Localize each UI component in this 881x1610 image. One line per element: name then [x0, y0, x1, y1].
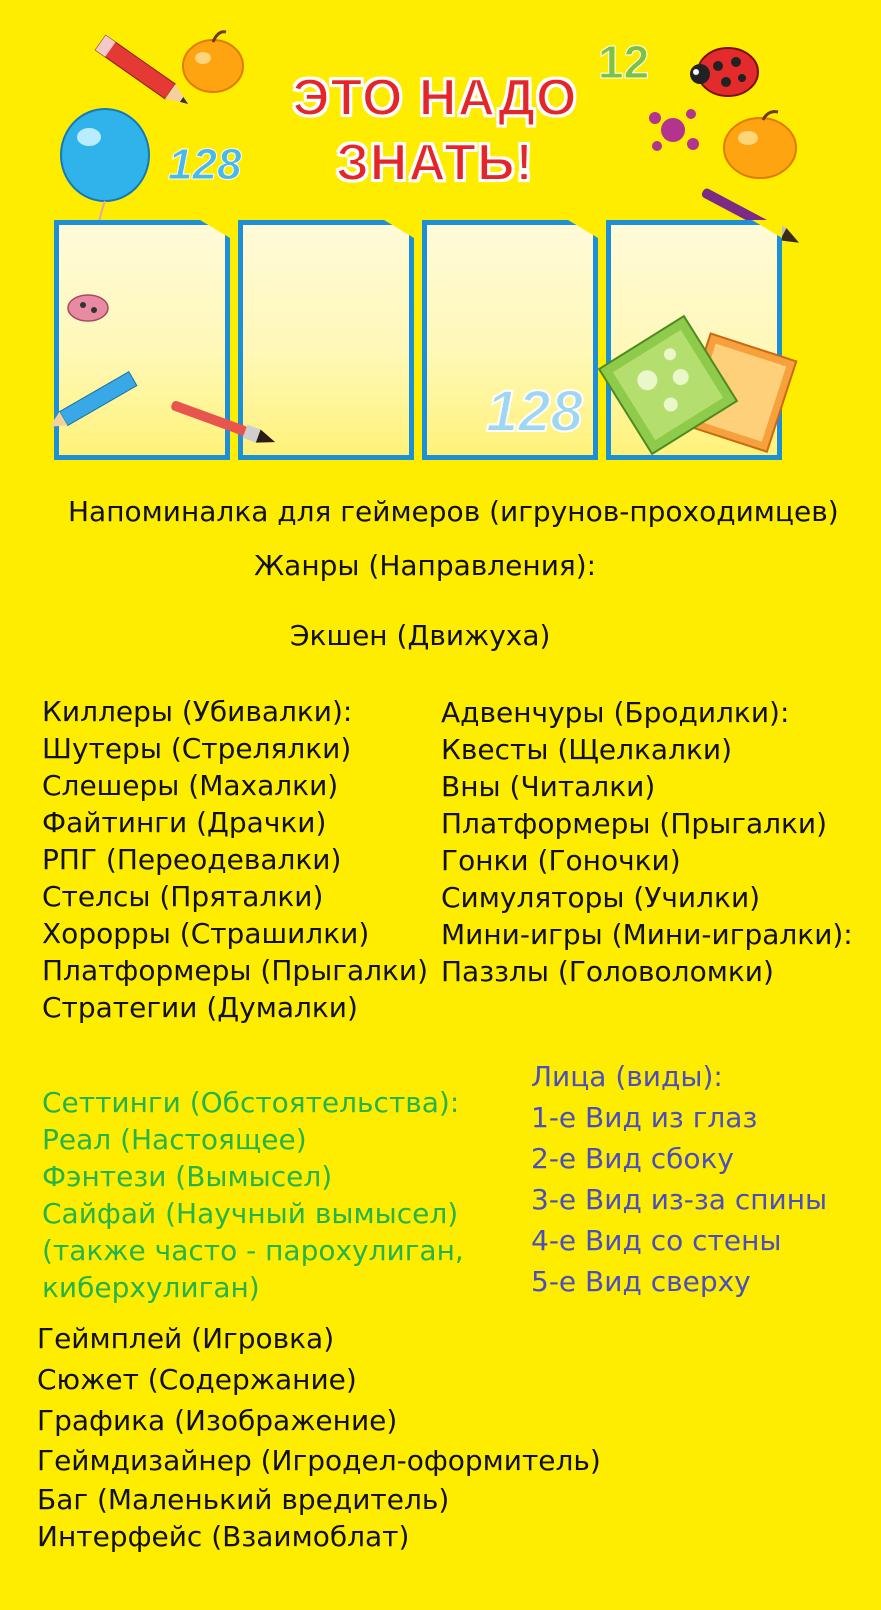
action-heading: Экшен (Движуха)	[290, 619, 551, 652]
list-item: Слешеры (Махалки)	[42, 769, 339, 802]
apple-icon-right	[718, 108, 808, 188]
book-icon	[598, 305, 798, 465]
list-item: 1-е Вид из глаз	[531, 1101, 758, 1134]
list-item: Платформеры (Прыгалки)	[42, 954, 429, 987]
subtitle: Напоминалка для геймеров (игрунов-проходимцев)	[68, 495, 839, 528]
list-item: Стелсы (Пряталки)	[42, 880, 324, 913]
page-title-line-1: ЭТО НАДО	[292, 69, 578, 127]
list-item: Хорорры (Страшилки)	[42, 917, 370, 950]
list-item: РПГ (Переодевалки)	[42, 843, 342, 876]
list-item: Платформеры (Прыгалки)	[441, 807, 828, 840]
list-item: Сайфай (Научный вымысел)	[42, 1197, 459, 1230]
list-item: Баг (Маленький вредитель)	[37, 1483, 450, 1516]
list-item: Вны (Читалки)	[441, 770, 656, 803]
page-title-line-2: ЗНАТЬ!	[336, 134, 534, 192]
list-item: Файтинги (Драчки)	[42, 806, 327, 839]
list-item: Адвенчуры (Бродилки):	[441, 696, 790, 729]
paint-splat-icon	[643, 100, 703, 160]
blue-pencil-icon	[48, 352, 158, 442]
list-item: 5-е Вид сверху	[531, 1265, 751, 1298]
list-item: (также часто - парохулиган,	[42, 1234, 464, 1267]
deco-number-left: 128	[168, 140, 242, 189]
settings-heading: Сеттинги (Обстоятельства):	[42, 1086, 460, 1119]
list-item: Паззлы (Головоломки)	[441, 955, 774, 988]
list-item: киберхулиган)	[42, 1271, 260, 1304]
list-item: Геймплей (Игровка)	[37, 1322, 335, 1355]
list-item: Реал (Настоящее)	[42, 1123, 307, 1156]
list-item: Шутеры (Стрелялки)	[42, 732, 352, 765]
paint-brush-icon	[160, 395, 290, 455]
list-item: Мини-игры (Мини-игралки):	[441, 918, 853, 951]
list-item: 2-е Вид сбоку	[531, 1142, 734, 1175]
deco-number-panel: 128	[486, 379, 583, 444]
views-heading: Лица (виды):	[531, 1060, 723, 1093]
list-item: 3-е Вид из-за спины	[531, 1183, 828, 1216]
list-item: Сюжет (Содержание)	[37, 1363, 357, 1396]
list-item: Киллеры (Убивалки):	[42, 695, 353, 728]
list-item: Симуляторы (Училки)	[441, 881, 761, 914]
list-item: Стратегии (Думалки)	[42, 991, 358, 1024]
genres-heading: Жанры (Направления):	[254, 549, 597, 582]
list-item: Фэнтези (Вымысел)	[42, 1160, 333, 1193]
list-item: Гонки (Гоночки)	[441, 844, 681, 877]
list-item: Графика (Изображение)	[37, 1404, 398, 1437]
list-item: Квесты (Щелкалки)	[441, 733, 732, 766]
list-item: Геймдизайнер (Игродел-оформитель)	[37, 1444, 601, 1477]
deco-number-top: 12	[598, 36, 650, 88]
list-item: 4-е Вид со стены	[531, 1224, 782, 1257]
list-item: Интерфейс (Взаимоблат)	[37, 1520, 410, 1553]
ladybug-icon	[680, 28, 770, 108]
ladybug-small-icon	[58, 288, 118, 328]
